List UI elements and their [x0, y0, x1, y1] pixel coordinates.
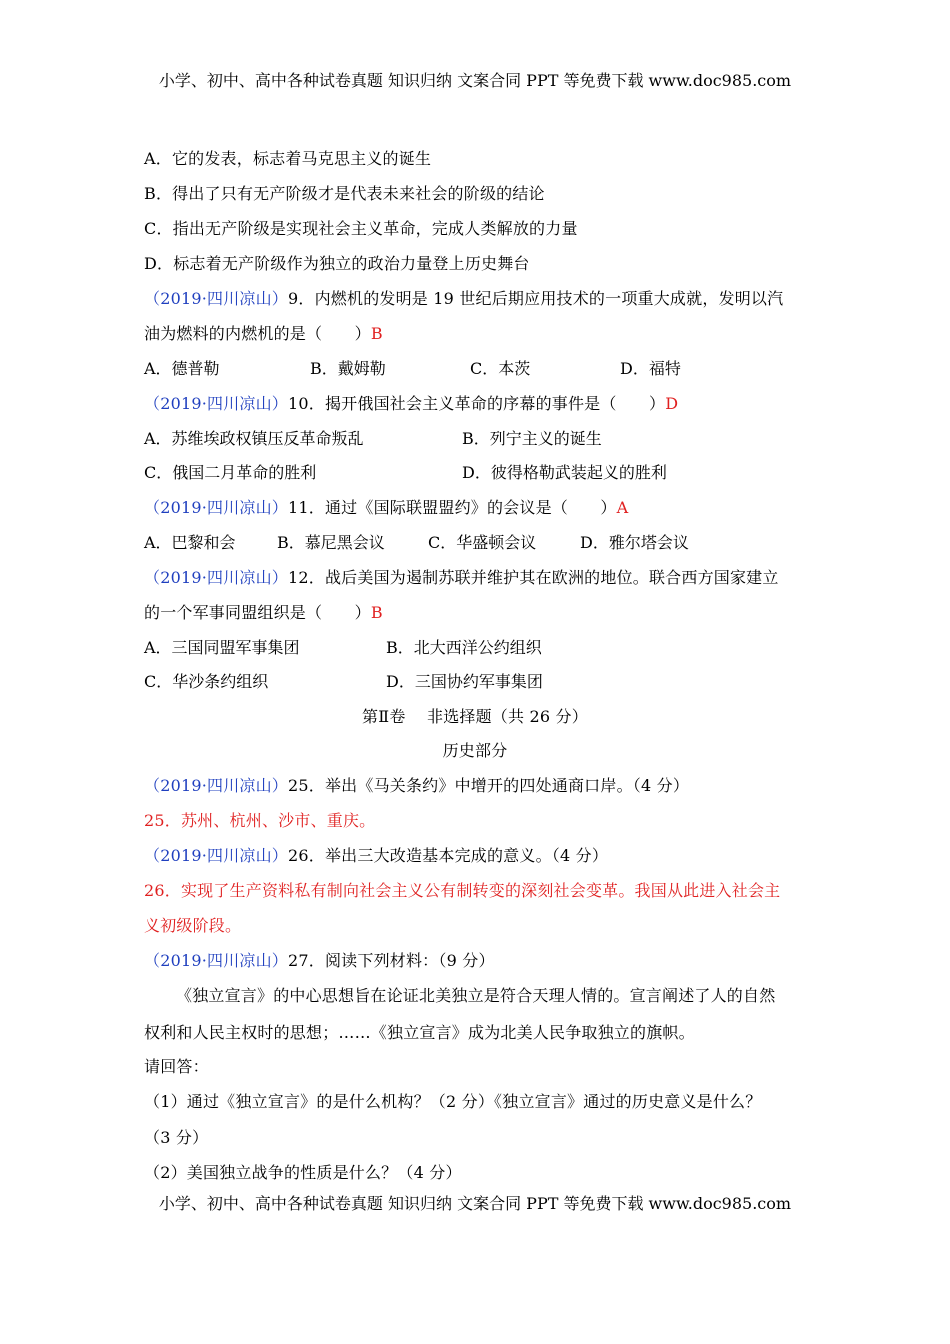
page-footer: 小学、初中、高中各种试卷真题 知识归纳 文案合同 PPT 等免费下载 www.doc985.com	[158, 1194, 792, 1213]
q25-answer: 25．苏州、杭州、沙市、重庆。	[144, 811, 376, 830]
q12-question	[144, 565, 779, 588]
q12-option-b: B．北大西洋公约组织	[386, 638, 542, 657]
q9-option-b: B．戴姆勒	[310, 359, 386, 378]
q9-option-d: D．福特	[620, 359, 681, 378]
section-subtitle: 历史部分	[442, 741, 508, 760]
q12-text-line1: 12．战后美国为遏制苏联并维护其在欧洲的地位。联合西方国家建立	[288, 568, 779, 587]
q9-option-a: A．德普勒	[144, 359, 220, 378]
q12-source: （2019·四川凉山）	[144, 568, 289, 587]
q9-question	[144, 286, 783, 309]
section-title: 第Ⅱ卷 非选择题（共 26 分）	[362, 707, 588, 726]
page-header: 小学、初中、高中各种试卷真题 知识归纳 文案合同 PPT 等免费下载 www.doc985.com	[158, 71, 792, 90]
q11-option-d: D．雅尔塔会议	[580, 533, 689, 552]
q11-option-a: A．巴黎和会	[144, 533, 236, 552]
q11-source: （2019·四川凉山）	[144, 498, 289, 517]
q8-option-b: B．得出了只有无产阶级才是代表未来社会的阶级的结论	[144, 184, 545, 203]
q27-material-line2: 权利和人民主权时的思想；……《独立宣言》成为北美人民争取独立的旗帜。	[144, 1023, 695, 1042]
q8-option-a: A．它的发表，标志着马克思主义的诞生	[144, 149, 432, 168]
q25-question	[144, 773, 689, 796]
q10-option-a: A．苏维埃政权镇压反革命叛乱	[144, 429, 364, 448]
q8-option-d: D．标志着无产阶级作为独立的政治力量登上历史舞台	[144, 254, 530, 273]
q27-material-line1: 《独立宣言》的中心思想旨在论证北美独立是符合天理人情的。宣言阐述了人的自然	[176, 986, 776, 1005]
q11-question	[144, 495, 628, 518]
q9-answer: B	[370, 324, 383, 343]
q9-question-line2	[144, 321, 383, 344]
q26-answer-line2: 义初级阶段。	[144, 916, 242, 935]
q27-sub1-line1: （1）通过《独立宣言》的是什么机构？（2 分）《独立宣言》通过的历史意义是什么？	[144, 1092, 762, 1111]
q11-option-b: B．慕尼黑会议	[277, 533, 385, 552]
q10-text: 10．揭开俄国社会主义革命的序幕的事件是（ ）	[288, 394, 666, 413]
q10-option-c: C．俄国二月革命的胜利	[144, 463, 317, 482]
q26-text: 26．举出三大改造基本完成的意义。（4 分）	[288, 846, 609, 865]
q25-source: （2019·四川凉山）	[144, 776, 289, 795]
q12-option-a: A．三国同盟军事集团	[144, 638, 300, 657]
q27-text: 27．阅读下列材料：（9 分）	[288, 951, 495, 970]
q27-sub2: （2）美国独立战争的性质是什么？（4 分）	[144, 1163, 462, 1182]
q26-answer-line1: 26．实现了生产资料私有制向社会主义公有制转变的深刻社会变革。我国从此进入社会主	[144, 881, 781, 900]
q9-text-line2: 油为燃料的内燃机的是（ ）	[144, 324, 371, 343]
q9-option-c: C．本茨	[470, 359, 531, 378]
q10-option-d: D．彼得格勒武装起义的胜利	[462, 463, 667, 482]
q27-prompt: 请回答：	[144, 1057, 209, 1076]
q12-answer: B	[370, 603, 383, 622]
q10-option-b: B．列宁主义的诞生	[462, 429, 602, 448]
q12-question-line2	[144, 600, 383, 623]
q8-option-c: C．指出无产阶级是实现社会主义革命，完成人类解放的力量	[144, 219, 578, 238]
q10-answer: D	[665, 394, 679, 413]
q9-source: （2019·四川凉山）	[144, 289, 289, 308]
q9-text-line1: 9．内燃机的发明是 19 世纪后期应用技术的一项重大成就，发明以汽	[288, 289, 784, 308]
q26-question	[144, 843, 608, 866]
q27-question	[144, 948, 495, 971]
q12-option-c: C．华沙条约组织	[144, 672, 269, 691]
q27-sub1-line2: （3 分）	[144, 1128, 209, 1147]
q10-question	[144, 391, 678, 414]
q25-text: 25．举出《马关条约》中增开的四处通商口岸。（4 分）	[288, 776, 690, 795]
q27-source: （2019·四川凉山）	[144, 951, 289, 970]
q11-answer: A	[616, 498, 629, 517]
q26-source: （2019·四川凉山）	[144, 846, 289, 865]
q10-source: （2019·四川凉山）	[144, 394, 289, 413]
q11-text: 11．通过《国际联盟盟约》的会议是（ ）	[288, 498, 617, 517]
q12-option-d: D．三国协约军事集团	[386, 672, 543, 691]
q11-option-c: C．华盛顿会议	[428, 533, 537, 552]
q12-text-line2: 的一个军事同盟组织是（ ）	[144, 603, 371, 622]
